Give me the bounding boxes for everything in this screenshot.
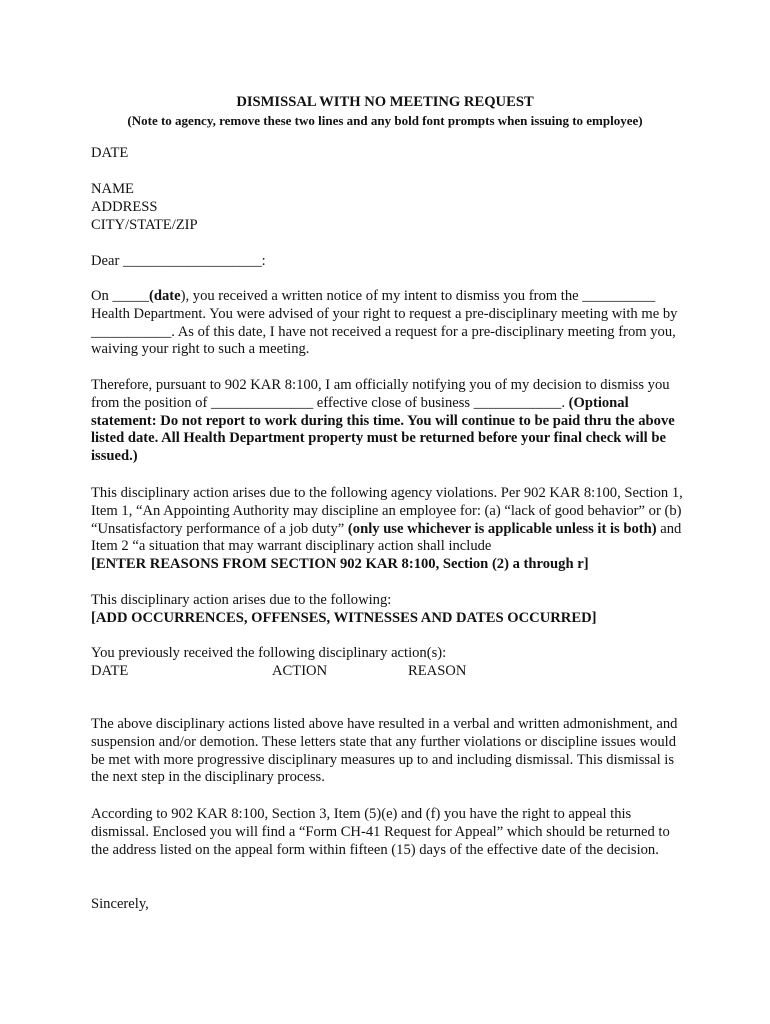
- p1-date-prompt: (date: [148, 288, 181, 304]
- address-name: NAME: [91, 181, 134, 197]
- p2-optional-statement: (Optional statement: Do not report to work during this time. You will continue to be paid thru the above listed date. All Health Department property must be returned before your final check will be issued.): [91, 394, 675, 465]
- date-line: DATE: [91, 145, 129, 161]
- paragraph-occurrences: [91, 592, 691, 628]
- column-date: DATE: [91, 662, 129, 679]
- p4-occurrences-prompt: [ADD OCCURRENCES, OFFENSES, WITNESSES AND DATES OCCURRED]: [91, 609, 597, 626]
- p2-text-1: Therefore, pursuant to 902 KAR 8:100, I am officially notifying you of my decision to dismiss you from the position of ______________ effective close of business ____________.: [91, 377, 670, 411]
- p3-applicable-prompt: (only use whichever is applicable unless it is both): [347, 520, 657, 537]
- address-street: ADDRESS: [91, 198, 158, 215]
- paragraph-appeal: According to 902 KAR 8:100, Section 3, Item (5)(e) and (f) you have the right to appeal this dismissal. Enclosed you will find a “Form CH-41 Request for Appeal” which should be returned to the address listed on the appeal form within fifteen (15) days of the effective date of the decision.: [91, 806, 670, 858]
- previous-actions-header: [91, 663, 691, 681]
- paragraph-notice: [91, 288, 691, 359]
- p1-text-1: On _____: [91, 288, 149, 304]
- agency-note: (Note to agency, remove these two lines and any bold font prompts when issuing to employee): [127, 113, 643, 128]
- p5-text: You previously received the following disciplinary action(s):: [91, 645, 447, 661]
- column-reason: REASON: [408, 662, 467, 679]
- paragraph-violations: [91, 485, 691, 574]
- column-action: ACTION: [272, 662, 328, 679]
- closing: Sincerely,: [91, 896, 149, 912]
- p3-reasons-prompt: [ENTER REASONS FROM SECTION 902 KAR 8:100, Section (2) a through r]: [91, 556, 589, 573]
- p1-text-2: ), you received a written notice of my intent to dismiss you from the __________ Health Department. You were advised of your right to request a pre-disciplinary meeting with me by ___________. As of this date, I have not received a request for a pre-disciplinary meeting from you, waiving your right to such a meeting.: [91, 288, 678, 358]
- paragraph-progression: The above disciplinary actions listed above have resulted in a verbal and written admonishment, and suspension and/or demotion. These letters state that any further violations or discipline issues would be met with more progressive disciplinary measures up to and including dismissal. This dismissal is the next step in the disciplinary process.: [91, 716, 678, 786]
- p4-text: This disciplinary action arises due to the following:: [91, 592, 392, 608]
- letter-title: DISMISSAL WITH NO MEETING REQUEST: [236, 94, 534, 110]
- address-city-state-zip: CITY/STATE/ZIP: [91, 216, 198, 233]
- paragraph-previous-actions: [91, 645, 691, 681]
- recipient-address: [91, 181, 691, 234]
- p3-text-2: and Item 2 “a situation that may warrant disciplinary action shall include: [91, 520, 682, 555]
- paragraph-decision: [91, 377, 691, 466]
- salutation: Dear ___________________:: [91, 253, 266, 269]
- p3-text-1: This disciplinary action arises due to the following agency violations. Per 902 KAR 8:100, Section 1, Item 1, “An Appointing Authority may discipline an employee for: (a) “lack of good behavior” or (b) “Unsatisfactory performance of a job duty”: [91, 485, 683, 537]
